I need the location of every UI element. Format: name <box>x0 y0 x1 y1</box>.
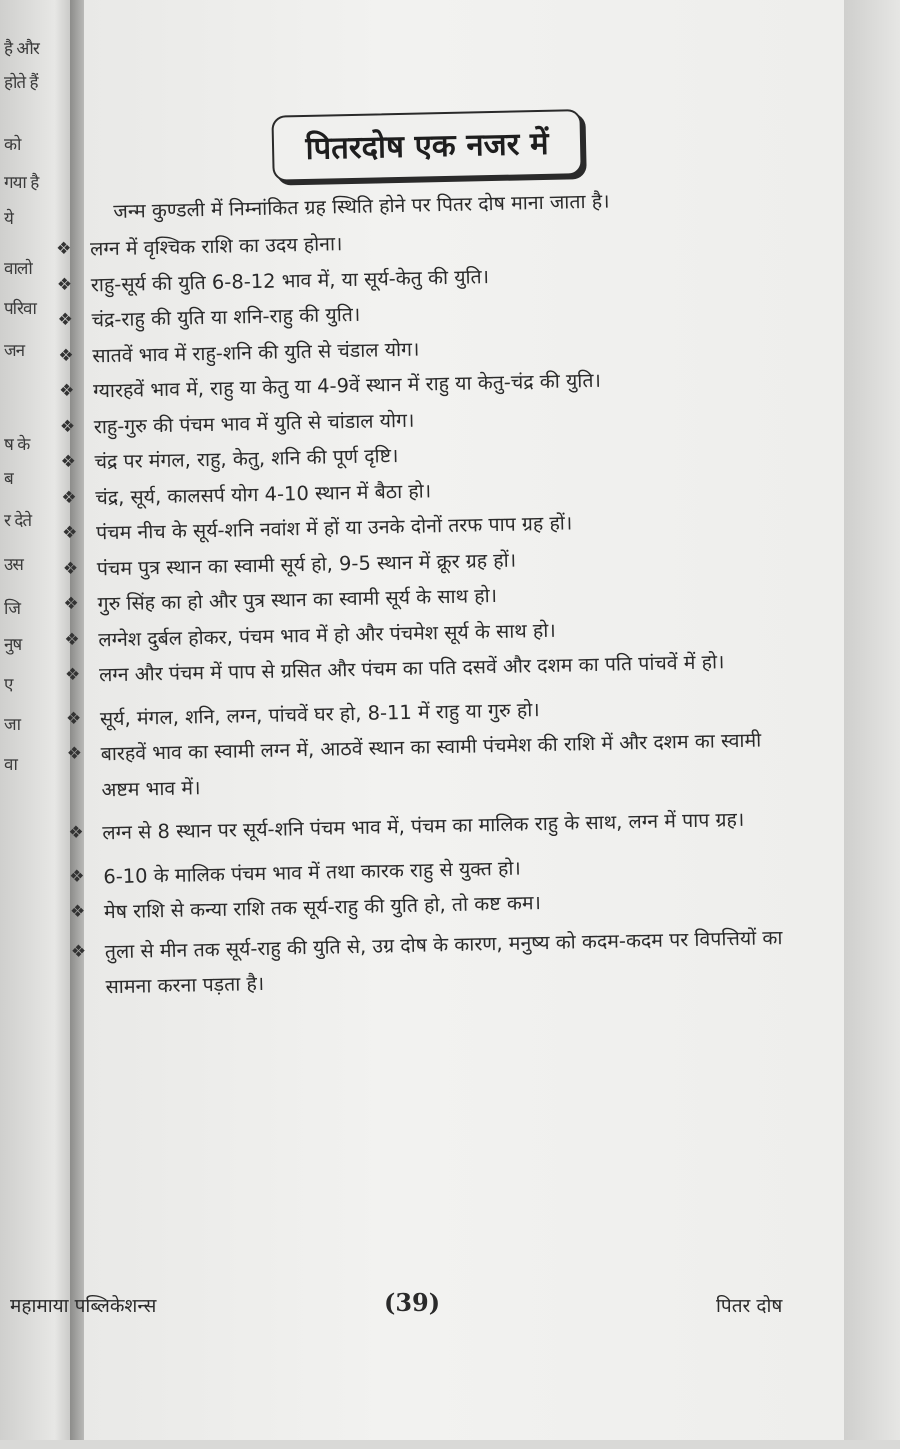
list-item-text: सूर्य, मंगल, शनि, लग्न, पांचवें घर हो, 8-11 में राहु या गुरु हो। <box>99 697 540 730</box>
diamond-bullet-icon: ❖ <box>61 522 78 544</box>
publisher-name: महामाया पब्लिकेशन्स <box>10 1295 157 1317</box>
list-item-text: लग्न से 8 स्थान पर सूर्य-शनि पंचम भाव में, पंचम का मालिक राहु के साथ, लग्न में पाप ग्रह। <box>102 807 745 845</box>
list-item-text: तुला से मीन तक सूर्य-राहु की युति से, उग्र दोष के कारण, मनुष्य को कदम-कदम पर विपत्तियों का सामना करना पड़ता है। <box>104 925 783 999</box>
diamond-bullet-icon: ❖ <box>58 380 75 402</box>
list-item-text: चंद्र-राहु की युति या शनि-राहु की युति। <box>91 302 361 332</box>
diamond-bullet-icon: ❖ <box>58 345 74 366</box>
list-item-text: गुरु सिंह का हो और पुत्र स्थान का स्वामी सूर्य के साथ हो। <box>97 584 498 616</box>
list-item <box>57 919 798 1005</box>
left-page-fragment: परिवा <box>4 299 36 319</box>
diamond-bullet-icon: ❖ <box>55 238 72 260</box>
diamond-bullet-icon: ❖ <box>56 274 73 295</box>
left-page-fragment: वालो <box>4 259 32 279</box>
list-item-text: चंद्र, सूर्य, कालसर्प योग 4-10 स्थान में बैठा हो। <box>95 478 432 509</box>
left-page-fragment: को <box>4 135 21 155</box>
diamond-bullet-icon: ❖ <box>65 708 82 729</box>
list-item-text: पंचम नीच के सूर्य-शनि नवांश में हों या उनके दोनों तरफ पाप ग्रह हों। <box>95 511 573 545</box>
conditions-list <box>42 217 798 1006</box>
diamond-bullet-icon: ❖ <box>69 901 86 923</box>
list-item-text: राहु-गुरु की पंचम भाव में युति से चांडाल योग। <box>93 408 415 438</box>
list-item-text: सातवें भाव में राहु-शनि की युति से चंडाल योग। <box>92 337 420 367</box>
left-page-fragment: नुष <box>4 635 22 655</box>
list-item-text: लग्नेश दुर्बल होकर, पंचम भाव में हो और पंचमेश सूर्य के साथ हो। <box>98 618 556 651</box>
list-item-text: ग्यारहवें भाव में, राहु या केतु या 4-9वें स्थान में राहु या केतु-चंद्र की युति। <box>92 368 602 403</box>
list-item-text: बारहवें भाव का स्वामी लग्न में, आठवें स्थान का स्वामी पंचमेश की राशि में और दशम का स्वामी अष्टम भाव में। <box>100 728 762 801</box>
title-box <box>271 109 582 181</box>
diamond-bullet-icon: ❖ <box>60 451 77 473</box>
left-page-fragment: उस <box>4 555 23 575</box>
page-number: (39) <box>384 1288 441 1317</box>
diamond-bullet-icon: ❖ <box>70 941 87 962</box>
left-page-fragment: र देते <box>4 511 32 531</box>
page-title: पितरदोष एक नजर में <box>305 125 550 167</box>
left-page-fragment: जन <box>4 341 25 361</box>
diamond-bullet-icon: ❖ <box>59 416 76 437</box>
diamond-bullet-icon: ❖ <box>64 664 81 686</box>
list-item-text: 6-10 के मालिक पंचम भाव में तथा कारक राहु से युक्त हो। <box>103 856 522 888</box>
list-item-text: पंचम पुत्र स्थान का स्वामी सूर्य हो, 9-5 स्थान में क्रूर ग्रह हों। <box>96 548 517 580</box>
diamond-bullet-icon: ❖ <box>63 593 80 615</box>
list-item-text: मेष राशि से कन्या राशि तक सूर्य-राहु की युति हो, तो कष्ट कम। <box>103 891 542 924</box>
diamond-bullet-icon: ❖ <box>62 558 79 579</box>
diamond-bullet-icon: ❖ <box>64 629 80 650</box>
left-page-fragment: ए <box>4 675 13 695</box>
left-page-fragment: ष के <box>4 435 30 455</box>
diamond-bullet-icon: ❖ <box>57 309 74 331</box>
list-item-text: लग्न और पंचम में पाप से ग्रसित और पंचम का पति दसवें और दशम का पति पांचवें में हो। <box>98 650 725 687</box>
list-item-text: लग्न में वृश्चिक राशि का उदय होना। <box>89 232 343 261</box>
left-page-fragment: गया है <box>4 173 39 193</box>
diamond-bullet-icon: ❖ <box>69 866 85 887</box>
left-page-fragment: ये <box>4 209 13 229</box>
left-page-fragment: जि <box>4 599 21 619</box>
intro-paragraph: जन्म कुण्डली में निम्नांकित ग्रह स्थिति होने पर पितर दोष माना जाता है। <box>113 189 610 223</box>
diamond-bullet-icon: ❖ <box>66 743 83 765</box>
left-page-fragment: होते हैं <box>4 73 38 93</box>
list-item <box>52 722 793 808</box>
list-item <box>54 801 795 852</box>
left-page-fragment: है और <box>4 39 39 59</box>
list-item-text: चंद्र पर मंगल, राहु, केतु, शनि की पूर्ण दृष्टि। <box>94 444 399 474</box>
left-page-fragment: जा <box>4 715 21 735</box>
book-title: पितर दोष <box>716 1295 783 1317</box>
list-item-text: राहु-सूर्य की युति 6-8-12 भाव में, या सूर्य-केतु की युति। <box>90 264 490 296</box>
left-page-fragment: ब <box>4 469 13 489</box>
left-page-fragment: वा <box>4 755 17 775</box>
diamond-bullet-icon: ❖ <box>68 822 84 844</box>
diamond-bullet-icon: ❖ <box>61 487 77 508</box>
page-footer <box>0 1288 900 1332</box>
